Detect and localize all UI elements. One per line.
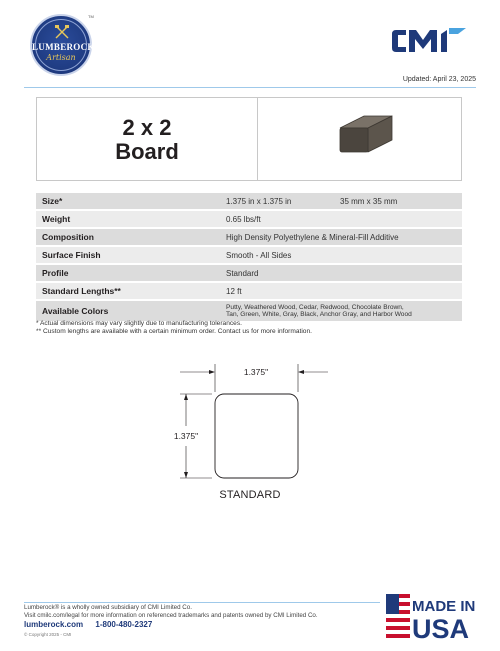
- spec-row-available-colors: [36, 301, 462, 321]
- footnotes: [36, 320, 312, 336]
- spec-value: 0.65 lbs/ft: [226, 211, 462, 227]
- footer-subsidiary-text: Lumberock® is a wholly owned subsidiary of CMI Limited Co.: [24, 604, 192, 611]
- footer-divider: [24, 602, 380, 603]
- spec-label: Composition: [36, 229, 226, 245]
- height-dimension-label: 1.375": [173, 431, 199, 441]
- product-title-box: [36, 97, 462, 181]
- spec-row-surface-finish: [36, 247, 462, 263]
- made-in-usa-badge: [386, 594, 476, 642]
- footnote-custom-lengths: ** Custom lengths are available with a certain minimum order. Contact us for more information.: [36, 328, 312, 335]
- product-title: [37, 116, 257, 164]
- crossed-axes-icon: [54, 25, 70, 39]
- spec-label: Profile: [36, 265, 226, 281]
- spec-label: Weight: [36, 211, 226, 227]
- spec-row-size: [36, 193, 462, 209]
- lumberock-logo: [30, 14, 95, 76]
- spec-value: 12 ft: [226, 283, 462, 299]
- spec-value: Standard: [226, 265, 462, 281]
- spec-value: Smooth - All Sides: [226, 247, 462, 263]
- trademark-mark: TM: [88, 14, 94, 19]
- updated-date: Updated: April 23, 2025: [402, 76, 476, 83]
- spec-label: Available Colors: [36, 301, 226, 321]
- spec-value-metric: 35 mm x 35 mm: [340, 193, 462, 209]
- width-dimension-label: 1.375": [243, 367, 269, 377]
- spec-label: Surface Finish: [36, 247, 226, 263]
- spec-value-colors: [226, 301, 462, 321]
- title-box-divider: [257, 98, 258, 180]
- footer: [24, 604, 318, 638]
- spec-row-composition: [36, 229, 462, 245]
- colors-line2: Tan, Green, White, Gray, Black, Anchor Gray, and Harbor Wood: [226, 311, 412, 318]
- colors-line1: Putty, Weathered Wood, Cedar, Redwood, Chocolate Brown,: [226, 304, 404, 311]
- specs-table: [36, 191, 462, 323]
- cmi-logo: [390, 26, 468, 56]
- footer-contact: [24, 621, 318, 629]
- logo-script-text: Artisan: [46, 53, 76, 62]
- logo-brand-name: LUMBEROCK: [32, 42, 95, 52]
- spec-value: High Density Polyethylene & Mineral-Fill Additive: [226, 229, 462, 245]
- footnote-tolerance: * Actual dimensions may vary slightly due to manufacturing tolerances.: [36, 320, 242, 327]
- copyright: © Copyright 2025 - CMI: [24, 631, 72, 637]
- spec-label: Standard Lengths**: [36, 283, 226, 299]
- profile-drawing: [170, 360, 330, 510]
- spec-row-profile: [36, 265, 462, 281]
- spec-value: 1.375 in x 1.375 in: [226, 193, 340, 209]
- phone-number[interactable]: 1-800-480-2327: [95, 620, 153, 629]
- badge-usa: USA: [412, 614, 470, 642]
- footer-legal-text: Visit cmilc.com/legal for more information on referenced trademarks and patents owned by CMI Limited Co.: [24, 611, 318, 619]
- spec-row-standard-lengths: [36, 283, 462, 299]
- product-title-line1: 2 x 2: [122, 115, 172, 140]
- header-divider: [24, 87, 476, 88]
- board-profile-icon: [334, 110, 394, 156]
- spec-label: Size*: [36, 193, 226, 209]
- badge-made-in: MADE IN: [412, 598, 476, 615]
- spec-row-weight: [36, 211, 462, 227]
- profile-caption: STANDARD: [219, 489, 281, 501]
- board-profile-outline: [215, 394, 298, 478]
- us-flag-icon: [386, 594, 410, 640]
- product-title-line2: Board: [115, 139, 179, 164]
- website-link[interactable]: lumberock.com: [24, 620, 84, 629]
